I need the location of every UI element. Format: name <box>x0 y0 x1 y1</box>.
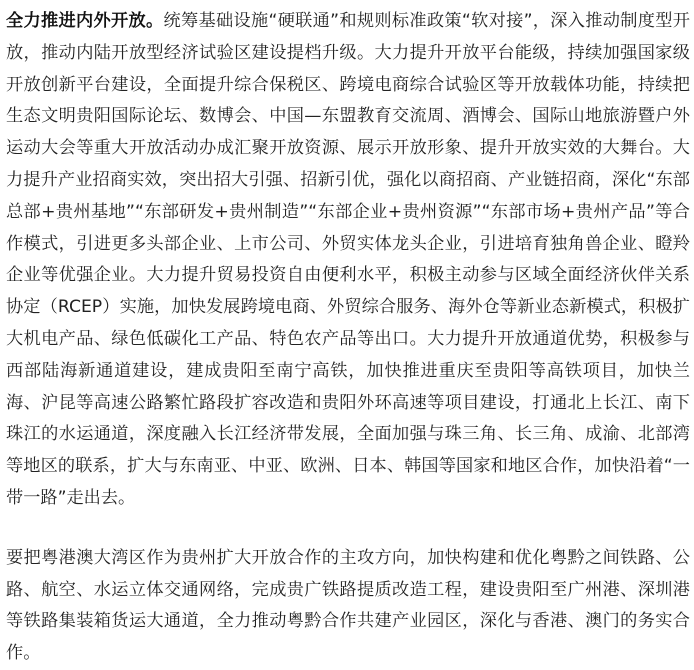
paragraph-greater-bay-area <box>6 543 690 670</box>
paragraph-text: 要把粤港澳大湾区作为贵州扩大开放合作的主攻方向，加快构建和优化粤黔之间铁路、公路、航空、水运立体交通网络，完成贵广铁路提质改造工程，建设贵阳至广州港、深圳港等铁路集装箱货运大通道，全力推动粤黔合作共建产业园区，深化与香港、澳门的务实合作。 <box>6 547 690 664</box>
paragraph-lead-heading: 全力推进内外开放。 <box>6 11 164 31</box>
article-body <box>6 6 690 670</box>
paragraph-opening <box>6 6 690 515</box>
paragraph-text: 统筹基础设施“硬联通”和规则标准政策“软对接”，深入推动制度型开放，推动内陆开放型经济试验区建设提档升级。大力提升开放平台能级，持续加强国家级开放创新平台建设，全面提升综合保税区、跨境电商综合试验区等开放载体功能，持续把生态文明贵阳国际论坛、数博会、中国—东盟教育交流周、酒博会、国际山地旅游暨户外运动大会等重大开放活动办成汇聚开放资源、展示开放形象、提升开放实效的大舞台。大力提升产业招商实效，突出招大引强、招新引优，强化以商招商、产业链招商，深化“东部总部+贵州基地”“东部研发+贵州制造”“东部企业+贵州资源”“东部市场+贵州产品”等合作模式，引进更多头部企业、上市公司、外贸实体龙头企业，引进培育独角兽企业、瞪羚企业等优强企业。大力提升贸易投资自由便利水平，积极主动参与区域全面经济伙伴关系协定（RCEP）实施，加快发展跨境电商、外贸综合服务、海外仓等新业态新模式，积极扩大机电产品、绿色低碳化工产品、特色农产品等出口。大力提升开放通道优势，积极参与西部陆海新通道建设，建成贵阳至南宁高铁，加快推进重庆至贵阳等高铁项目，加快兰海、沪昆等高速公路繁忙路段扩容改造和贵阳外环高速等项目建设，打通北上长江、南下珠江的水运通道，深度融入长江经济带发展，全面加强与珠三角、长三角、成渝、北部湾等地区的联系，扩大与东南亚、中亚、欧洲、日本、韩国等国家和地区合作，加快沿着“一带一路”走出去。 <box>6 11 690 508</box>
